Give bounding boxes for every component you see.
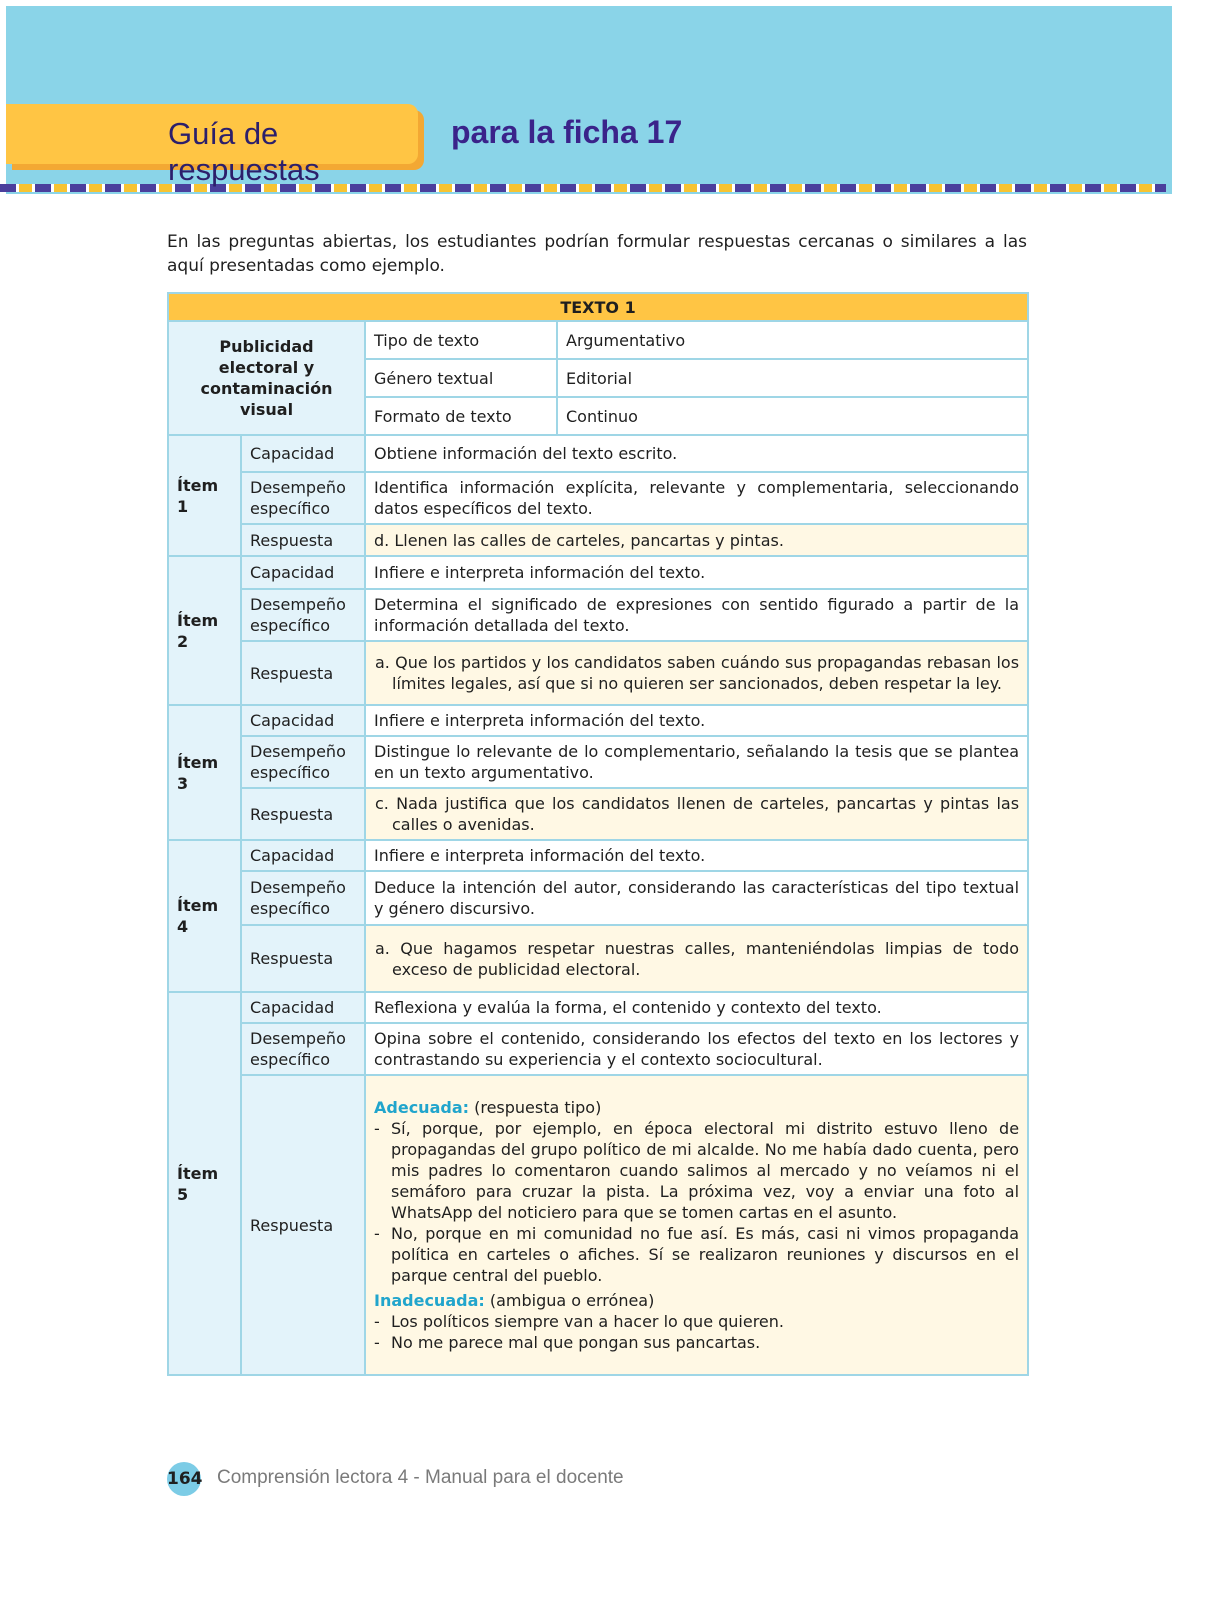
desempeno-value: Deduce la intención del autor, considerando las características del tipo textual y género discursivo. [365,871,1028,925]
respuesta-value: a. Que hagamos respetar nuestras calles, manteniéndolas limpias de todo exceso de publicidad electoral. [365,925,1028,992]
item-label: Ítem 1 [168,435,241,556]
text-title: Publicidad electoral y contaminación visual [168,321,365,435]
desempeno-value: Distingue lo relevante de lo complementario, señalando la tesis que se plantea en un texto argumentativo. [365,736,1028,788]
item-label: Ítem 2 [168,556,241,705]
respuesta-value: c. Nada justifica que los candidatos llenen de carteles, pancartas y pintas las calles o avenidas. [365,788,1028,840]
adecuada-example: - No, porque en mi comunidad no fue así. Es más, casi ni vimos propaganda política en carteles o afiches. Sí se realizaron reuniones y discursos en el parque central del pueblo. [374,1223,1019,1286]
item-label: Ítem 5 [168,992,241,1375]
adecuada-label: Adecuada: [374,1098,470,1117]
intro-paragraph: En las preguntas abiertas, los estudiantes podrían formular respuestas cercanas o similares a las aquí presentadas como ejemplo. [167,232,1027,276]
title-highlight-box [6,104,418,187]
item-label: Ítem 3 [168,705,241,840]
capacidad-value: Infiere e interpreta información del texto. [365,705,1028,736]
desempeno-value: Opina sobre el contenido, considerando los efectos del texto en los lectores y contrastando su experiencia y el contexto sociocultural. [365,1023,1028,1075]
page-number: 164 [167,1462,201,1496]
inadecuada-label: Inadecuada: [374,1291,485,1310]
inadecuada-example: - No me parece mal que pongan sus pancartas. [374,1332,1019,1353]
property-label: Género textual [365,359,557,397]
title-rest: para la ficha 17 [451,114,683,150]
row-label-desempeno: Desempeño específico [241,589,365,641]
row-label-respuesta: Respuesta [241,524,365,556]
row-label-desempeno: Desempeño específico [241,871,365,925]
property-label: Tipo de texto [365,321,557,359]
respuesta-open-answer [365,1075,1028,1375]
table-heading: TEXTO 1 [168,293,1028,321]
row-label-respuesta: Respuesta [241,1075,365,1375]
row-label-respuesta: Respuesta [241,925,365,992]
answer-guide-table [167,292,1029,1376]
property-label: Formato de texto [365,397,557,435]
row-label-desempeno: Desempeño específico [241,472,365,524]
footer-text: Comprensión lectora 4 - Manual para el docente [217,1467,624,1488]
item-label: Ítem 4 [168,840,241,992]
row-label-respuesta: Respuesta [241,641,365,705]
property-value: Continuo [557,397,1028,435]
row-label-capacidad: Capacidad [241,556,365,589]
row-label-desempeno: Desempeño específico [241,736,365,788]
row-label-desempeno: Desempeño específico [241,1023,365,1075]
row-label-capacidad: Capacidad [241,705,365,736]
capacidad-value: Infiere e interpreta información del texto. [365,840,1028,871]
capacidad-value: Reflexiona y evalúa la forma, el contenido y contexto del texto. [365,992,1028,1023]
title-highlight: Guía de respuestas [168,116,320,187]
adecuada-header [374,1097,1019,1118]
inadecuada-example: - Los políticos siempre van a hacer lo que quieren. [374,1311,1019,1332]
respuesta-value: a. Que los partidos y los candidatos saben cuándo sus propagandas rebasan los límites legales, así que si no quieren ser sancionados, deben respetar la ley. [365,641,1028,705]
respuesta-value: d. Llenen las calles de carteles, pancartas y pintas. [365,524,1028,556]
adecuada-note: (respuesta tipo) [474,1098,602,1117]
inadecuada-note: (ambigua o errónea) [489,1291,655,1310]
row-label-capacidad: Capacidad [241,840,365,871]
capacidad-value: Obtiene información del texto escrito. [365,435,1028,472]
capacidad-value: Infiere e interpreta información del texto. [365,556,1028,589]
row-label-respuesta: Respuesta [241,788,365,840]
adecuada-example: - Sí, porque, por ejemplo, en época electoral mi distrito estuvo lleno de propagandas del grupo político de mi alcalde. No me había dado cuenta, pero mis padres lo comentaron cuando salimos al mercado y no veíamos ni el semáforo para cruzar la pista. La próxima vez, voy a enviar una foto al WhatsApp del noticiero para que se tomen cartas en el asunto. [374,1118,1019,1223]
property-value: Editorial [557,359,1028,397]
inadecuada-header [374,1290,1019,1311]
desempeno-value: Identifica información explícita, relevante y complementaria, seleccionando datos específicos del texto. [365,472,1028,524]
desempeno-value: Determina el significado de expresiones con sentido figurado a partir de la información detallada del texto. [365,589,1028,641]
property-value: Argumentativo [557,321,1028,359]
row-label-capacidad: Capacidad [241,992,365,1023]
row-label-capacidad: Capacidad [241,435,365,472]
